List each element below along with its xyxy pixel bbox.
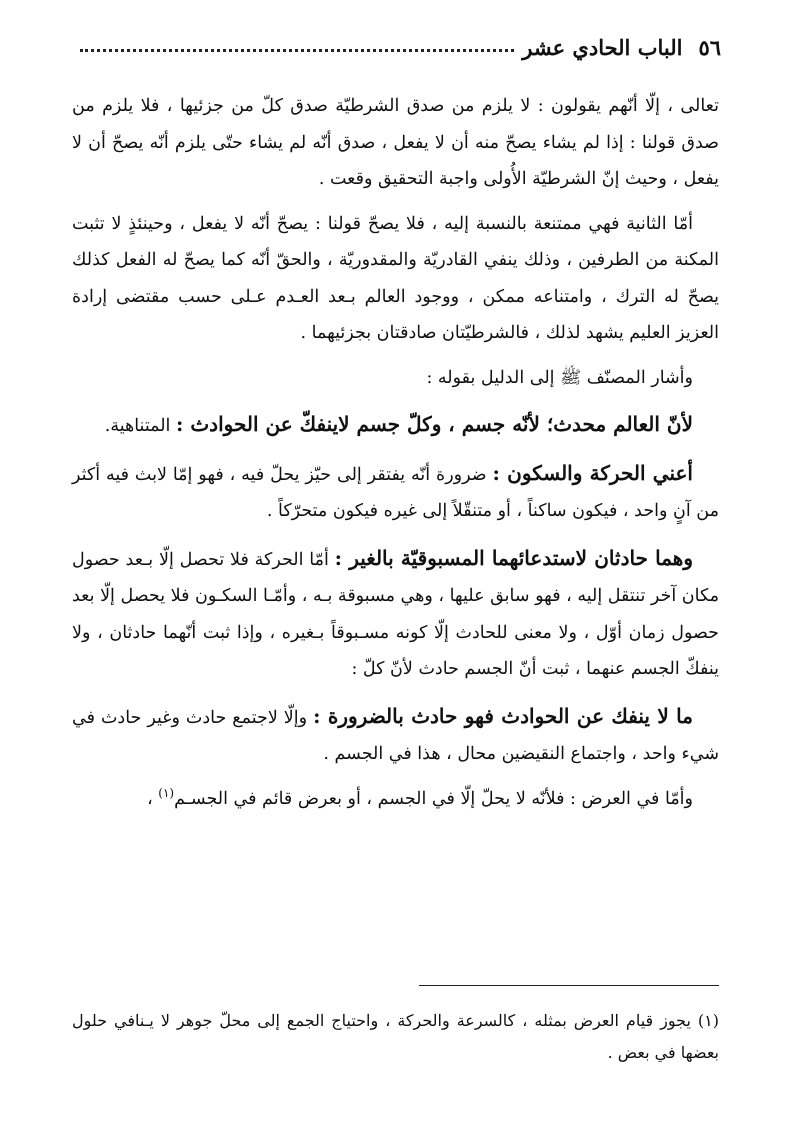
footnote-marker: (١) — [697, 1011, 719, 1030]
paragraph-2: أمّا الثانية فهي ممتنعة بالنسبة إليه ، فلا يصحّ قولنا : يصحّ أنّه لا يفعل ، وحينئذٍ لا تثبت المكنة من الطرفين ، وذلك ينفي القادريّة والمقدوريّة ، والحقّ أنّه كما يصحّ له الفعل كذلك يصحّ له الترك ، وامتناعه ممكن ، ووجود العالم بـعد العـدم عـلى حسب مقتضى إرادة العزيز العليم يشهد لذلك ، فالشرطيّتان صادقتان بجزئيهما . — [72, 213, 719, 343]
footnote — [72, 1005, 719, 1069]
bold-phrase: وهما حادثان لاستدعائهما المسبوقيّة بالغير : — [334, 545, 693, 570]
paragraph-4: لأنّ العالم محدث؛ لأنّه جسم ، وكلّ جسم لاينفكّ عن الحوادث : المتناهية. — [104, 412, 693, 436]
paragraph-5: أعني الحركة والسكون : ضرورة أنّه يفتقر إلى حيّز يحلّ فيه ، فهو إمّا لابث فيه أكثر من آنٍ واحد ، فيكون ساكناً ، أو متنقّلاً إلى غيره فيكون متحرّكاً . — [72, 460, 719, 521]
page-header — [72, 32, 721, 62]
bold-phrase: أعني الحركة والسكون : — [492, 460, 693, 485]
chapter-title: الباب الحادي عشر — [522, 34, 683, 60]
footnote-text: يجوز قيام العرض بمثله ، كالسرعة والحركة ، واحتياج الجمع إلى محلّ جوهر لا يـنافي حلول بعضها في بعض . — [72, 1011, 719, 1062]
footnote-separator — [419, 985, 719, 986]
bold-phrase: ما لا ينفك عن الحوادث فهو حادث بالضرورة : — [313, 703, 693, 728]
page-body — [72, 88, 719, 825]
bold-phrase: لأنّ العالم محدث؛ لأنّه جسم ، وكلّ جسم لاينفكّ عن الحوادث : — [175, 412, 693, 436]
footnote-reference[interactable]: (١) — [158, 785, 175, 800]
page-number: ٥٦ — [698, 34, 721, 60]
header-dotted-leader — [80, 49, 514, 52]
paragraph-3: وأشار المصنّف ﷺ إلى الدليل بقوله : — [426, 367, 693, 388]
paragraph-7: ما لا ينفك عن الحوادث فهو حادث بالضرورة : وإلّا لاجتمع حادث وغير حادث في شيء واحد ، واجتماع النقيضين محال ، هذا في الجسم . — [72, 703, 719, 764]
paragraph-6: وهما حادثان لاستدعائهما المسبوقيّة بالغير : أمّا الحركة فلا تحصل إلّا بـعد حصول مكان آخر تنتقل إليه ، فهو سابق عليها ، وهي مسبوقة بـه ، وأمّـا السكـون فلا يحصل إلّا بعد حصول زمان أوّل ، ولا معنى للحادث إلّا كونه مسـبوقاً بـغيره ، وإذا ثبت أنّهما حادثان ، ولا ينفكّ الجسم عنهما ، ثبت أنّ الجسم حادث لأنّ كلّ : — [72, 545, 719, 679]
paragraph-8: وأمّا في العرض : فلأنّه لا يحلّ إلّا في الجسم ، أو بعرض قائم في الجسـم$^{(١)}$ ، — [147, 785, 693, 809]
paragraph-1: تعالى ، إلّا أنّهم يقولون : لا يلزم من صدق الشرطيّة صدق كلّ من جزئيها ، فلا يلزم من صدق قولنا : إذا لم يشاء يصحّ منه أن لا يفعل ، صدق أنّه لم يشاء حتّى يلزم أنّه يصحّ أن لا يفعل ، وحيث إنّ الشرطيّة الأُولى واجبة التحقيق وقعت . — [72, 96, 719, 189]
